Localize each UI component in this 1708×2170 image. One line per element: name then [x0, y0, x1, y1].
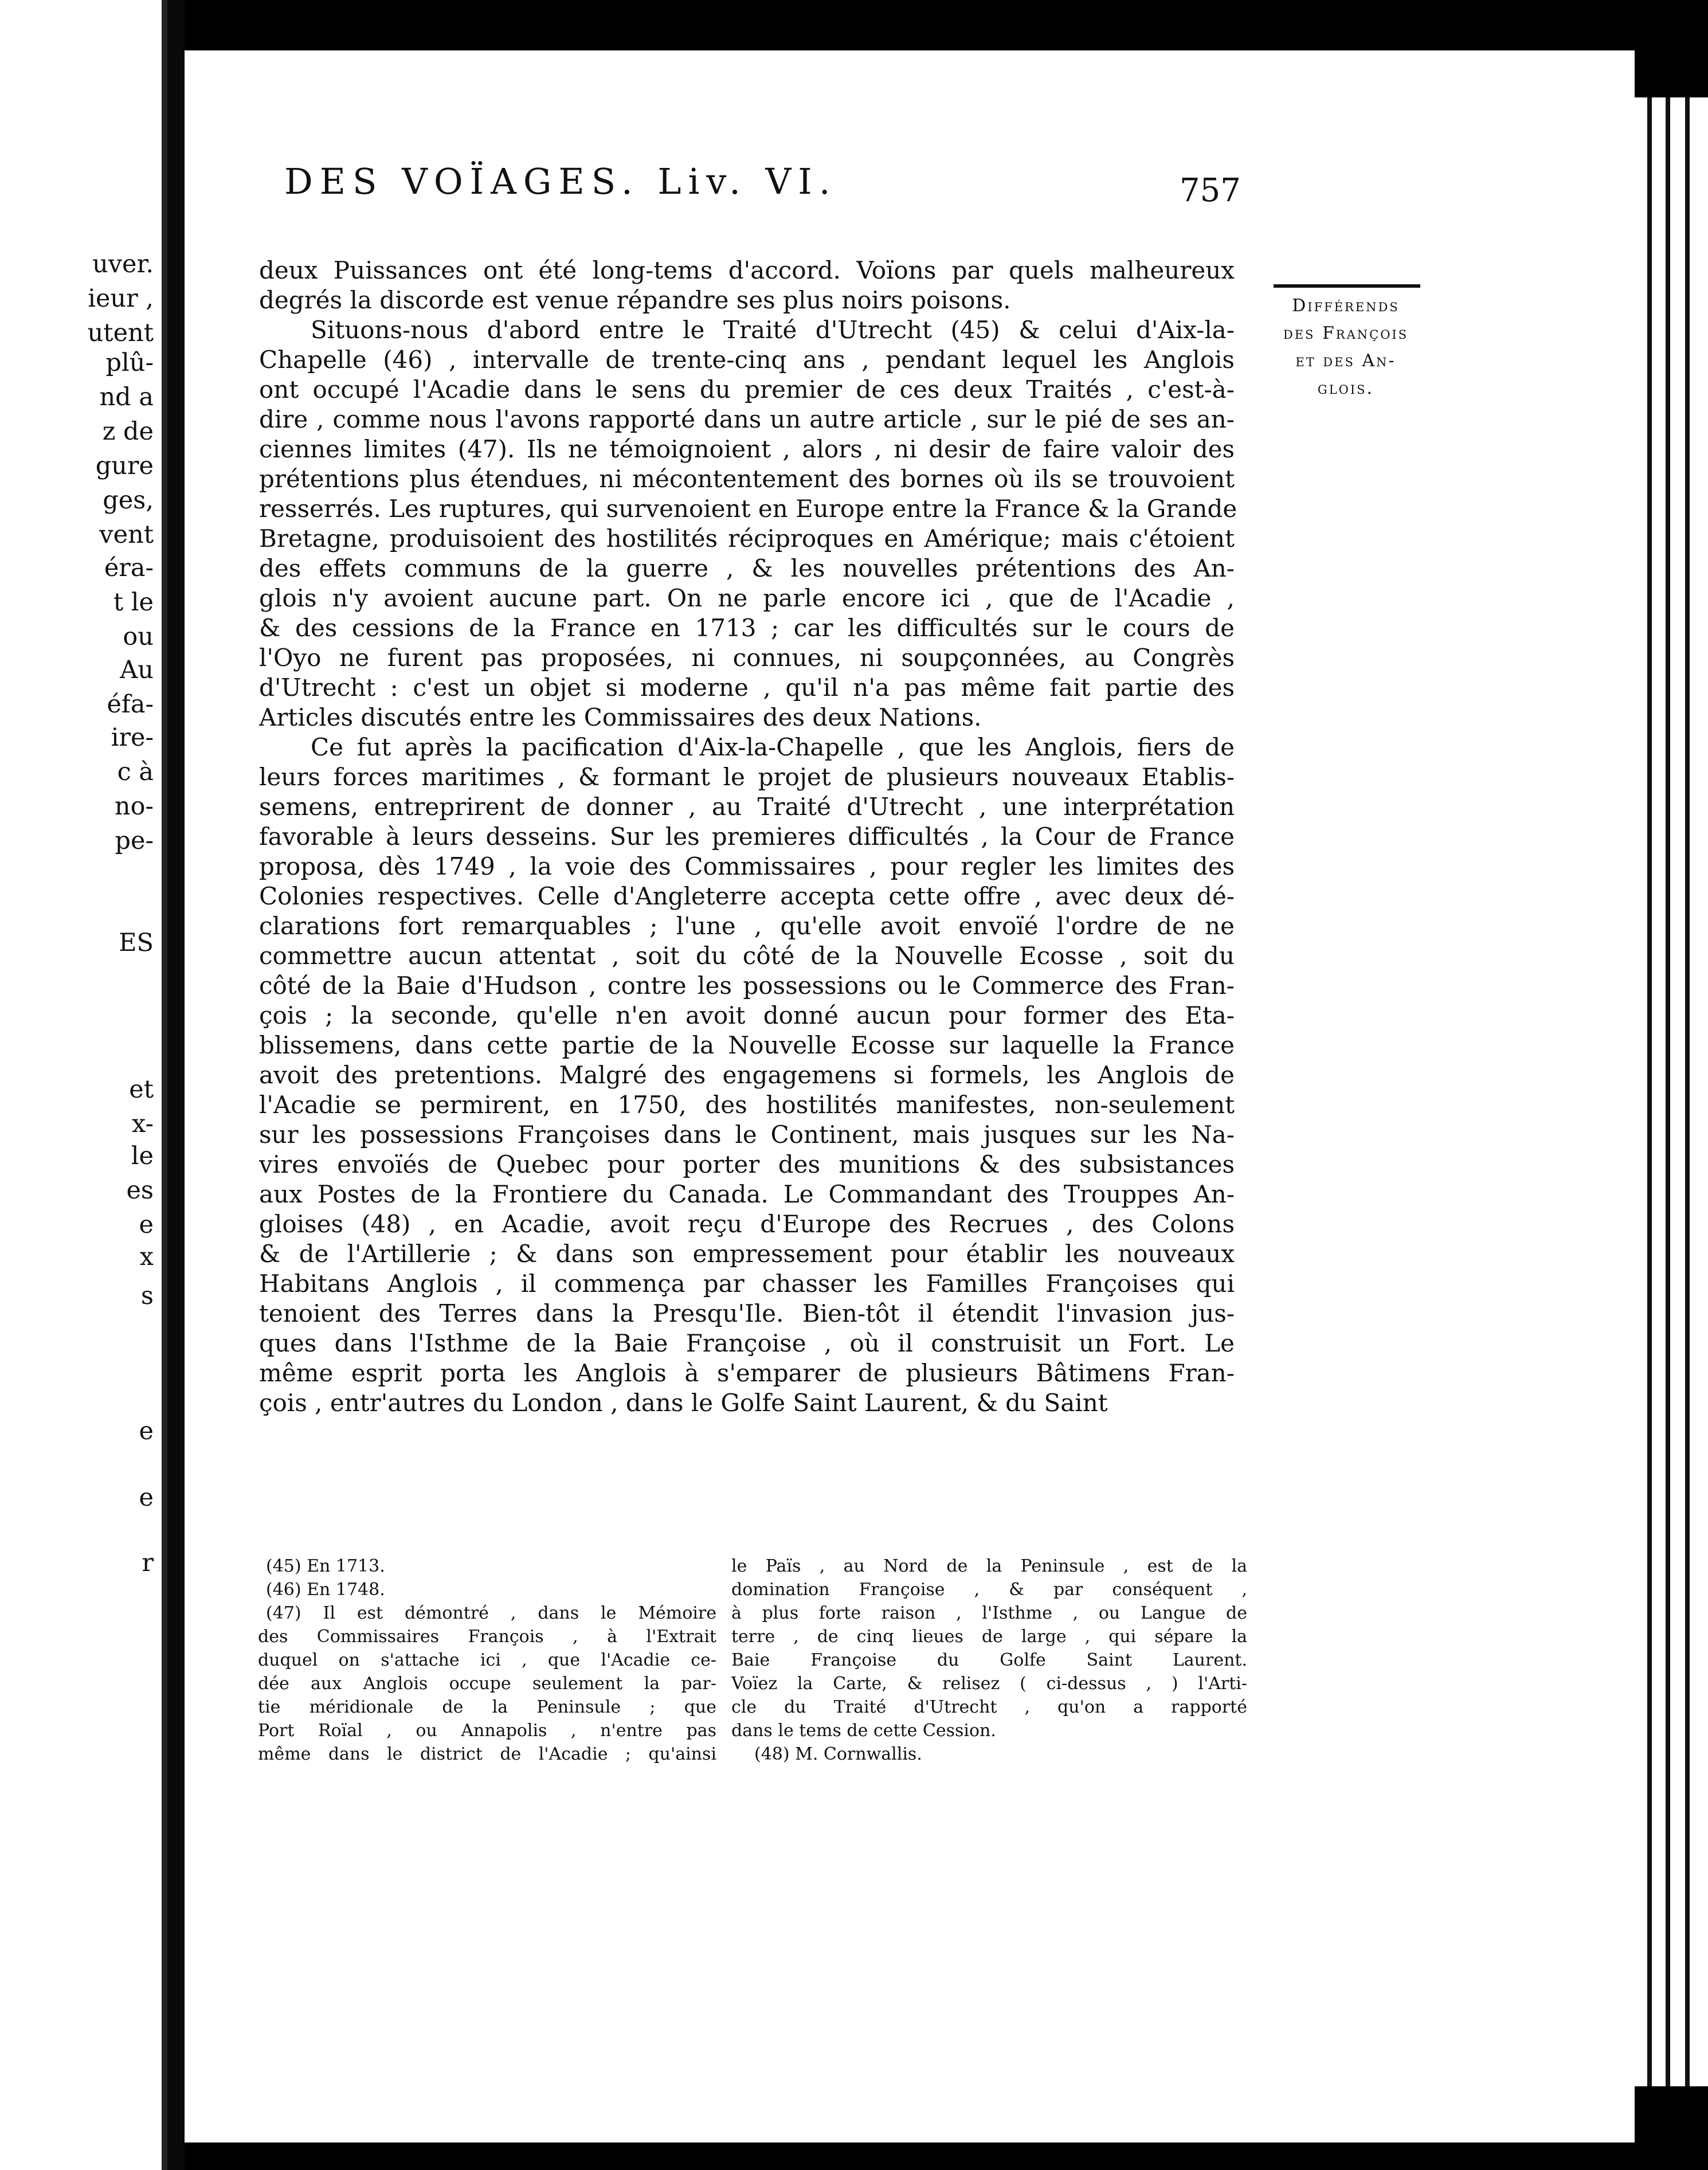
body-line: favorable à leurs desseins. Sur les premieres difficultés , la Cour de France: [259, 822, 1235, 851]
side-note: [1260, 292, 1432, 402]
body-line: çois , entr'autres du London , dans le Golfe Saint Laurent, & du Saint: [259, 1389, 1108, 1417]
book-gutter: [167, 0, 185, 2170]
body-text: [259, 256, 1235, 1418]
left-page-fragment: pe-: [115, 827, 154, 855]
left-page-fragment: et: [129, 1075, 154, 1104]
footnote-line: dans le tems de cette Cession.: [731, 1721, 996, 1741]
left-page-fragment: ieur ,: [88, 284, 154, 313]
footnotes-left-column: [258, 1554, 716, 1766]
left-page-fragment: éfa-: [107, 690, 154, 719]
body-line: dire , comme nous l'avons rapporté dans un autre article , sur le pié de ses an-: [259, 405, 1235, 433]
left-page-fragment: éra-: [104, 554, 154, 582]
body-line: avoit des pretentions. Malgré des engagemens si formels, les Anglois de: [259, 1061, 1235, 1089]
body-line: & des cessions de la France en 1713 ; car les difficultés sur le cours de: [259, 614, 1235, 642]
left-page-fragment: c à: [117, 758, 154, 786]
body-line: gloises (48) , en Acadie, avoit reçu d'Europe des Recrues , des Colons: [259, 1210, 1235, 1238]
paragraph-3: [259, 733, 1235, 1418]
left-page-fragment: ges,: [103, 486, 154, 515]
footnote-line: tie méridionale de la Peninsule ; que: [258, 1697, 716, 1717]
left-page-fragment: t le: [113, 588, 154, 617]
body-line: resserrés. Les ruptures, qui survenoient en Europe entre la France & la Grande: [259, 495, 1237, 523]
left-page-fragment: uver.: [92, 250, 154, 279]
body-line: degrés la discorde est venue répandre ses plus noirs poisons.: [259, 286, 1011, 314]
body-line: prétentions plus étendues, ni mécontentement des bornes où ils se trouvoient: [259, 465, 1235, 493]
left-page-fragment: le: [131, 1142, 154, 1170]
left-page-fragment: e: [139, 1483, 154, 1512]
footnote-line: le Païs , au Nord de la Peninsule , est de la: [731, 1556, 1247, 1576]
footnote-line: Port Roïal , ou Annapolis , n'entre pas: [258, 1721, 716, 1741]
body-line: Ce fut après la pacification d'Aix-la-Chapelle , que les Anglois, fiers de: [311, 733, 1235, 761]
body-line: çois ; la seconde, qu'elle n'en avoit donné aucun pour former des Eta-: [259, 1001, 1235, 1029]
footnote-line: (45) En 1713.: [266, 1556, 385, 1576]
body-line: commettre aucun attentat , soit du côté de la Nouvelle Ecosse , soit du: [259, 942, 1235, 970]
body-line: tenoient des Terres dans la Presqu'Ile. Bien-tôt il étendit l'invasion jus-: [259, 1299, 1235, 1327]
body-line: aux Postes de la Frontiere du Canada. Le Commandant des Trouppes An-: [259, 1180, 1235, 1208]
footnote-line: dée aux Anglois occupe seulement la par-: [258, 1674, 716, 1694]
body-line: deux Puissances ont été long-tems d'accord. Voïons par quels malheureux: [259, 256, 1235, 284]
body-line: ont occupé l'Acadie dans le sens du premier de ces deux Traités , c'est-à-: [259, 375, 1235, 404]
left-page-fragment: no-: [114, 792, 154, 821]
body-line: proposa, dès 1749 , la voie des Commissaires , pour regler les limites des: [259, 852, 1235, 880]
body-line: & de l'Artillerie ; & dans son empressement pour établir les nouveaux: [259, 1240, 1235, 1268]
left-page-fragment: s: [140, 1282, 154, 1310]
footnote-line: duquel on s'attache ici , que l'Acadie ce-: [258, 1650, 716, 1670]
footnotes-right-column: [731, 1554, 1247, 1766]
left-page-fragment: vent: [99, 520, 154, 549]
left-page-fragment: e: [139, 1211, 154, 1239]
side-note-line: glois.: [1317, 378, 1374, 398]
left-page-fragment: gure: [95, 452, 154, 480]
footnote-line: à plus forte raison , l'Isthme , ou Langue de: [731, 1603, 1247, 1623]
side-note-line: Différends: [1292, 296, 1400, 316]
footnote-line: cle du Traité d'Utrecht , qu'on a rapporté: [731, 1697, 1247, 1717]
footnote-line: domination Françoise , & par conséquent ,: [731, 1580, 1247, 1600]
left-page-fragment: ire-: [111, 723, 154, 752]
side-note-line: des François: [1283, 323, 1409, 343]
body-line: Situons-nous d'abord entre le Traité d'Utrecht (45) & celui d'Aix-la-: [311, 316, 1235, 344]
paragraph-2: [259, 315, 1235, 733]
footnote-line: (47) Il est démontré , dans le Mémoire: [266, 1603, 716, 1623]
page-number: 757: [1180, 172, 1241, 209]
footnote-line: (46) En 1748.: [266, 1580, 385, 1600]
left-page-fragment: x-: [131, 1110, 154, 1138]
running-head: DES VOÏAGES. Liv. VI.: [284, 160, 837, 202]
left-page-fragment: z de: [102, 417, 154, 446]
left-page-fragment: Au: [120, 656, 154, 684]
body-line: leurs forces maritimes , & formant le projet de plusieurs nouveaux Etablis-: [259, 763, 1235, 791]
left-page-fragment: r: [142, 1549, 154, 1577]
footnote-line: (48) M. Cornwallis.: [754, 1744, 922, 1764]
footnote-line: terre , de cinq lieues de large , qui sépare la: [731, 1627, 1247, 1647]
body-line: Habitans Anglois , il commença par chasser les Familles Françoises qui: [259, 1270, 1235, 1298]
body-line: l'Oyo ne furent pas proposées, ni connues, ni soupçonnées, au Congrès: [259, 644, 1235, 672]
footnote-line: des Commissaires François , à l'Extrait: [258, 1627, 716, 1647]
margin-rule: [1274, 284, 1420, 288]
left-page-fragment: ou: [123, 622, 154, 651]
body-line: clarations fort remarquables ; l'une , qu'elle avoit envoïé l'ordre de ne: [259, 912, 1235, 940]
body-line: l'Acadie se permirent, en 1750, des hostilités manifestes, non-seulement: [259, 1091, 1235, 1119]
footnote-line: même dans le district de l'Acadie ; qu'ainsi: [258, 1744, 716, 1764]
footnote-line: Voïez la Carte, & relisez ( ci-dessus , ) l'Arti-: [731, 1674, 1247, 1694]
left-page-fragment: nd a: [99, 383, 154, 412]
body-line: Bretagne, produisoient des hostilités réciproques en Amérique; mais c'étoient: [259, 524, 1235, 553]
left-page-fragment: x: [139, 1243, 154, 1271]
footnote-line: Baie Françoise du Golfe Saint Laurent.: [731, 1650, 1247, 1670]
body-line: même esprit porta les Anglois à s'emparer de plusieurs Bâtimens Fran-: [259, 1359, 1235, 1387]
body-line: vires envoïés de Quebec pour porter des munitions & des subsistances: [259, 1150, 1235, 1178]
left-page-fragment: es: [126, 1176, 154, 1205]
body-line: d'Utrecht : c'est un objet si moderne , qu'il n'a pas même fait partie des: [259, 673, 1235, 702]
body-line: semens, entreprirent de donner , au Traité d'Utrecht , une interprétation: [259, 793, 1235, 821]
body-line: sur les possessions Françoises dans le Continent, mais jusques sur les Na-: [259, 1121, 1235, 1149]
left-facing-page: [0, 0, 167, 2170]
body-line: blissemens, dans cette partie de la Nouvelle Ecosse sur laquelle la France: [259, 1031, 1235, 1059]
body-line: Articles discutés entre les Commissaires des deux Nations.: [259, 703, 982, 731]
page-edges: [1635, 97, 1708, 2086]
left-page-fragment: ES: [119, 929, 154, 957]
side-note-line: et des An-: [1295, 351, 1396, 371]
left-page-fragment: plû-: [105, 348, 154, 377]
paragraph-1: [259, 256, 1235, 315]
left-page-fragment: utent: [87, 319, 154, 347]
body-line: Colonies respectives. Celle d'Angleterre accepta cette offre , avec deux dé-: [259, 882, 1235, 910]
body-line: ques dans l'Isthme de la Baie Françoise , où il construisit un Fort. Le: [259, 1329, 1235, 1357]
body-line: des effets communs de la guerre , & les nouvelles prétentions des An-: [259, 554, 1235, 582]
body-line: Chapelle (46) , intervalle de trente-cinq ans , pendant lequel les Anglois: [259, 346, 1235, 374]
body-line: côté de la Baie d'Hudson , contre les possessions ou le Commerce des Fran-: [259, 972, 1235, 1000]
body-line: glois n'y avoient aucune part. On ne parle encore ici , que de l'Acadie ,: [259, 584, 1235, 612]
left-page-fragment: e: [139, 1417, 154, 1446]
body-line: ciennes limites (47). Ils ne témoignoient , alors , ni desir de faire valoir des: [259, 435, 1235, 463]
